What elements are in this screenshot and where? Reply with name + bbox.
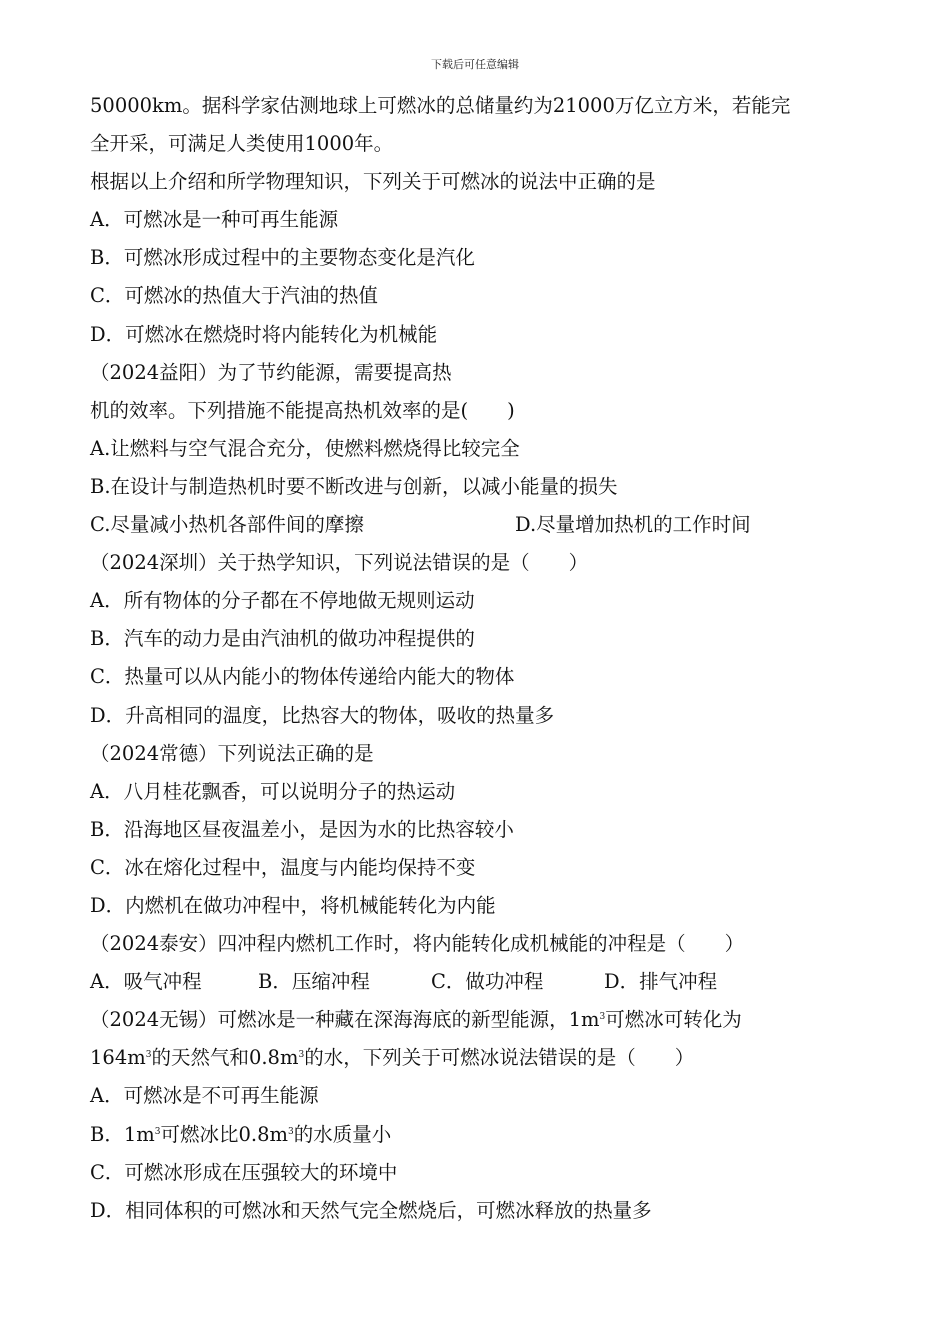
q4-option-c: C．冰在熔化过程中，温度与内能均保持不变	[90, 855, 476, 879]
q6-option-b	[90, 1116, 870, 1154]
q6-stem-2-text-c: 的水，下列关于可燃冰说法错误的是（ ）	[304, 1046, 695, 1070]
q6-option-c: C．可燃冰形成在压强较大的环境中	[90, 1160, 398, 1184]
q6-stem-2-sup-1: 3	[145, 1050, 152, 1061]
passage-line-2: 全开采，可满足人类使用1000年。	[90, 132, 394, 156]
q3-option-d: D．升高相同的温度，比热容大的物体，吸收的热量多	[90, 703, 555, 727]
q4-stem: （2024常德）下列说法正确的是	[90, 741, 374, 765]
page-header: 下载后可任意编辑	[431, 58, 519, 71]
q1-option-b: B．可燃冰形成过程中的主要物态变化是汽化	[90, 246, 475, 270]
q6-stem-2-text-b: 的天然气和0.8m	[151, 1046, 299, 1070]
q6-stem-line-2	[90, 1039, 870, 1077]
q6-option-a: A．可燃冰是不可再生能源	[90, 1084, 319, 1108]
q2-stem-line-2: 机的效率。下列措施不能提高热机效率的是( )	[90, 398, 515, 422]
q1-stem: 根据以上介绍和所学物理知识，下列关于可燃冰的说法中正确的是	[90, 170, 656, 194]
q3-option-b: B．汽车的动力是由汽油机的做功冲程提供的	[90, 627, 475, 651]
q6-stem-line-1	[90, 1001, 870, 1039]
q3-stem: （2024深圳）关于热学知识，下列说法错误的是（ ）	[90, 551, 589, 575]
q6-stem-1-text-a: （2024无锡）可燃冰是一种藏在深海海底的新型能源，1m	[90, 1008, 600, 1032]
q6-stem-1-text-b: 可燃冰可转化为	[605, 1008, 742, 1032]
q5-option-b: B．压缩冲程	[258, 970, 370, 994]
q3-option-c: C．热量可以从内能小的物体传递给内能大的物体	[90, 665, 515, 689]
q1-option-c: C．可燃冰的热值大于汽油的热值	[90, 284, 378, 308]
q6-option-b-text-a: B．1m	[90, 1122, 155, 1146]
q6-option-b-text-c: 的水质量小	[293, 1122, 392, 1146]
q6-option-d: D．相同体积的可燃冰和天然气完全燃烧后，可燃冰释放的热量多	[90, 1198, 652, 1222]
q5-options	[90, 963, 870, 1001]
q4-option-b: B．沿海地区昼夜温差小，是因为水的比热容较小	[90, 817, 514, 841]
q3-option-a: A．所有物体的分子都在不停地做无规则运动	[90, 589, 475, 613]
q1-option-a: A．可燃冰是一种可再生能源	[90, 208, 339, 232]
q4-option-a: A．八月桂花飘香，可以说明分子的热运动	[90, 779, 456, 803]
q6-option-b-sup-1: 3	[154, 1126, 161, 1137]
q4-option-d: D．内燃机在做功冲程中，将机械能转化为内能	[90, 893, 496, 917]
q2-option-d: D.尽量增加热机的工作时间	[515, 513, 751, 537]
q5-option-c: C．做功冲程	[431, 970, 544, 994]
q2-option-b: B.在设计与制造热机时要不断改进与创新，以减小能量的损失	[90, 474, 618, 498]
q5-stem: （2024泰安）四冲程内燃机工作时，将内能转化成机械能的冲程是（ ）	[90, 932, 745, 956]
q2-stem-line-1: （2024益阳）为了节约能源，需要提高热	[90, 360, 452, 384]
document-body	[90, 87, 870, 1230]
q6-option-b-text-b: 可燃冰比0.8m	[160, 1122, 288, 1146]
q6-option-b-sup-2: 3	[287, 1126, 294, 1137]
q5-option-d: D．排气冲程	[604, 970, 718, 994]
q2-option-a: A.让燃料与空气混合充分，使燃料燃烧得比较完全	[90, 436, 520, 460]
q6-stem-2-text-a: 164m	[90, 1046, 146, 1070]
q5-option-a: A．吸气冲程	[90, 970, 202, 994]
q6-stem-1-sup: 3	[599, 1012, 606, 1023]
q1-option-d: D．可燃冰在燃烧时将内能转化为机械能	[90, 322, 438, 346]
q2-option-c: C.尽量减小热机各部件间的摩擦	[90, 513, 364, 537]
passage-line-1: 50000km。据科学家估测地球上可燃冰的总储量约为21000万亿立方米，若能完	[90, 94, 791, 117]
q2-options-cd	[90, 506, 870, 544]
q6-stem-2-sup-2: 3	[298, 1050, 305, 1061]
